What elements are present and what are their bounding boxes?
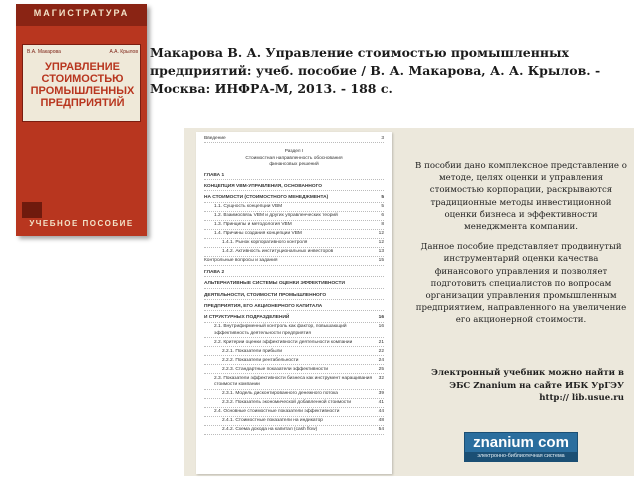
toc-row-page: 32 [378, 375, 384, 381]
toc-row-page: 15 [378, 258, 384, 264]
toc-row [204, 340, 384, 347]
znanium-badge[interactable] [464, 432, 578, 462]
toc-row-page: 24 [378, 357, 384, 363]
toc-row-label: 2.2. Критерии оценки эффективности деятельности компании [214, 339, 353, 345]
toc-row-label: 2.1. Внутрифирменный контроль как фактор, повышающий эффективность деятельности предприятия [214, 324, 347, 336]
toc-row-page: 16 [378, 315, 384, 321]
toc-row [204, 324, 384, 338]
toc-row [204, 427, 384, 434]
toc-row-page: 21 [378, 339, 384, 345]
toc-row [204, 418, 384, 425]
toc-row-label: 1.2. Взаимосвязь VBM и других управленческих теорий [214, 213, 338, 219]
publisher-logo-icon [22, 202, 42, 218]
toc-row-label: 1.1. Сущность концепции VBM [214, 204, 283, 210]
toc-row-label: КОНЦЕПЦИЯ VBM-УПРАВЛЕНИЯ, ОСНОВАННОГО [204, 184, 322, 190]
toc-row [204, 367, 384, 374]
toc-row [204, 231, 384, 238]
toc-row-page: 44 [378, 409, 384, 415]
toc-row-label: 2.3. Показатели эффективности бизнеса как инструмент наращивания стоимости компании [214, 375, 373, 388]
toc-row [204, 249, 384, 256]
toc-row-page: 5 [381, 195, 384, 201]
bibliographic-citation: Макарова В. А. Управление стоимостью промышленных предприятий: учеб. пособие / В. А. Макарова, А. А. Крылов. - Москва: ИНФРА-М, 2013. - 188 с. [150, 45, 601, 96]
toc-row [204, 391, 384, 398]
toc-row-label: ГЛАВА 1 [204, 172, 225, 178]
toc-row-page: 12 [378, 231, 384, 237]
toc-row [204, 304, 384, 311]
toc-row-label: 2.2.2. Показатели рентабельности [222, 357, 299, 363]
toc-row-page: 54 [378, 427, 384, 433]
toc-row [204, 293, 384, 300]
toc-row [204, 270, 384, 277]
note-line-2: ЭБС Znanium на сайте ИБК УрГЭУ [449, 380, 624, 391]
toc-row-label: 2.4. Основные стоимостные показатели эффективности [214, 409, 340, 415]
toc-row-label: ПРЕДПРИЯТИЯ, ЕГО АКЦИОНЕРНОГО КАПИТАЛА [204, 304, 323, 310]
toc-rows [204, 173, 384, 435]
toc-row-label: 1.4. Причины создания концепции VBM [214, 231, 302, 237]
toc-row-page: 8 [381, 222, 384, 228]
toc-section-heading: Раздел I Стоимостная направленность обоснования финансовых решений [245, 149, 343, 168]
toc-row-label: 1.4.1. Рынок корпоративного контроля [222, 240, 308, 246]
availability-note [414, 367, 628, 405]
description-paragraph-1: В пособии дано комплексное представление о методе, целях оценки и управления стоимостью корпорации, раскрываются традиционные методы инвестиционной оценки бизнеса и эффективности менеджмента компании. [415, 161, 627, 233]
toc-row-label: 1.3. Принципы и методология VBM [214, 222, 292, 228]
toc-row-page: 25 [378, 366, 384, 372]
cover-authors [27, 49, 138, 55]
cover-title-panel [22, 44, 141, 122]
toc-row [204, 281, 384, 288]
toc-row-page: 22 [378, 348, 384, 354]
toc-row [204, 358, 384, 365]
znanium-badge-title: znanium com [473, 434, 569, 451]
toc-row [204, 173, 384, 180]
toc-row-label: 2.3.1. Модель дисконтированного денежного потока [222, 391, 338, 397]
description-paragraph-2: Данное пособие представляет продвинутый инструментарий оценки качества финансового управления и позволяет подготовить специалистов по вопросам организации управления промышленным предприятием, направленного на увеличение его акционерной стоимости. [415, 242, 627, 326]
toc-row-label: 2.4.1. Стоимостные показатели на индикатор [222, 418, 323, 424]
toc-row-page: 39 [378, 391, 384, 397]
toc-row-page: 12 [378, 240, 384, 246]
toc-row-page: 41 [378, 400, 384, 406]
toc-row [204, 409, 384, 416]
cover-subtitle: УЧЕБНОЕ ПОСОБИЕ [29, 219, 134, 228]
toc-row [204, 240, 384, 247]
cover-author-2: А.А. Крылов [109, 49, 138, 55]
note-line-1: Электронный учебник можно найти в [431, 368, 624, 378]
toc-row [204, 195, 384, 202]
toc-row-label: НА СТОИМОСТИ (СТОИМОСТНОГО МЕНЕДЖМЕНТА) [204, 195, 329, 201]
toc-row [204, 376, 384, 390]
cover-title: УПРАВЛЕНИЕ СТОИМОСТЬЮ ПРОМЫШЛЕННЫХ ПРЕДПРИЯТИЙ [30, 61, 135, 109]
toc-row [204, 184, 384, 191]
toc-row [204, 258, 384, 265]
toc-row-page: 5 [381, 204, 384, 210]
toc-row [204, 315, 384, 322]
toc-intro: Введение 3 [204, 136, 384, 143]
toc-row-page: 48 [378, 418, 384, 424]
toc-row-label: 1.4.2. Активность институциональных инвесторов [222, 249, 334, 255]
znanium-badge-caption: электронно-библиотечная система [465, 452, 577, 461]
cover-series: МАГИСТРАТУРА [33, 8, 130, 18]
toc-row-label: 2.2.3. Стандартные показатели эффективности [222, 366, 329, 372]
toc-row [204, 400, 384, 407]
toc-row-label: ГЛАВА 2 [204, 269, 225, 275]
toc-row-label: 2.4.2. Схема дохода на капитал (cash flow) [222, 427, 318, 433]
toc-row [204, 204, 384, 211]
toc-row-page: 6 [381, 213, 384, 219]
note-line-3[interactable]: http:// lib.usue.ru [539, 393, 624, 404]
toc-row-label: АЛЬТЕРНАТИВНЫЕ СИСТЕМЫ ОЦЕНКИ ЭФФЕКТИВНОСТИ [204, 281, 345, 287]
cover-author-1: В.А. Макарова [27, 49, 61, 55]
book-description [414, 160, 628, 335]
toc-row [204, 213, 384, 220]
table-of-contents-page [196, 132, 392, 474]
book-cover [16, 4, 147, 236]
toc-row-page: 16 [378, 324, 384, 330]
toc-row-label: 2.2.1. Показатели прибыли [222, 348, 283, 354]
toc-row-label: 2.3.2. Показатель экономической добавленной стоимости [222, 400, 352, 406]
toc-row [204, 349, 384, 356]
toc-row-label: ДЕЯТЕЛЬНОСТИ, СТОИМОСТИ ПРОМЫШЛЕННОГО [204, 292, 327, 298]
toc-row [204, 222, 384, 229]
toc-row-page: 13 [378, 249, 384, 255]
toc-row-label: И СТРУКТУРНЫХ ПОДРАЗДЕЛЕНИЙ [204, 315, 290, 321]
toc-row-label: Контрольные вопросы и задания [204, 258, 278, 264]
